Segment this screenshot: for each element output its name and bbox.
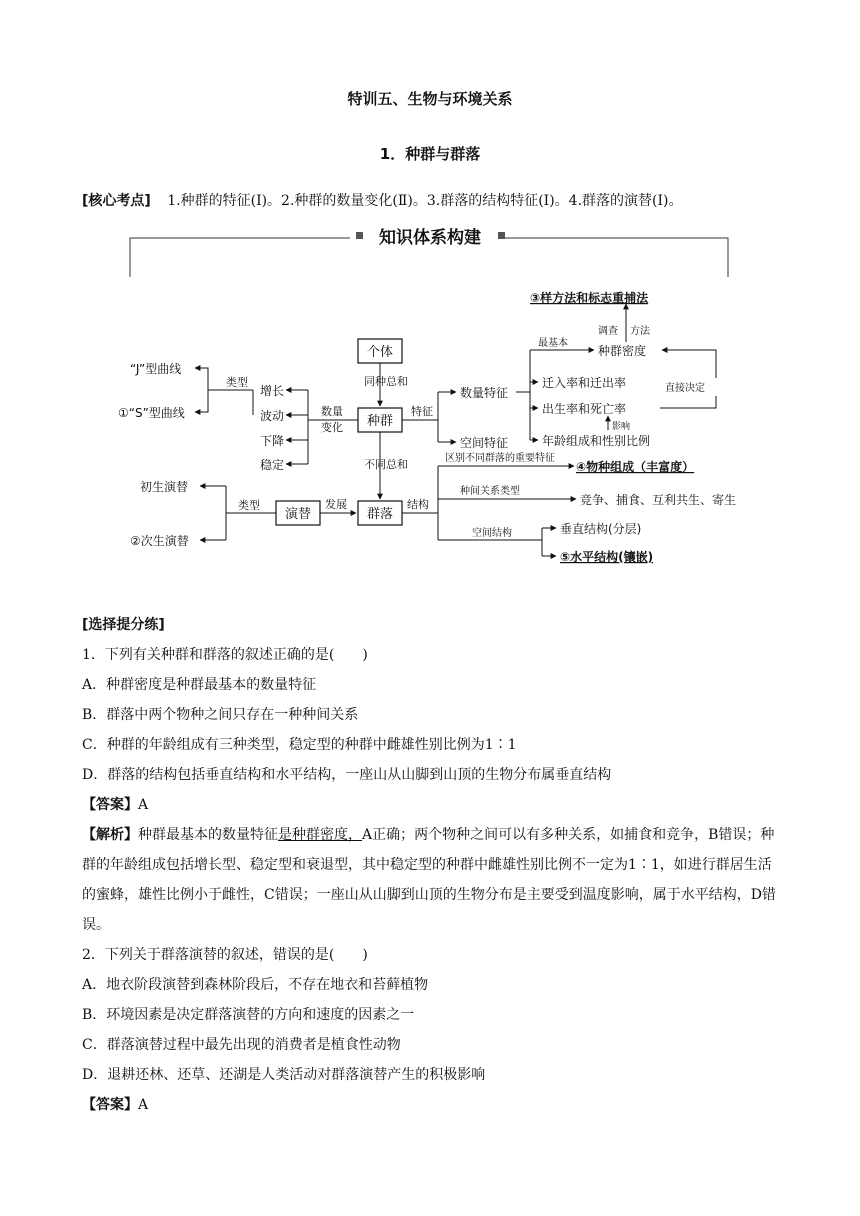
q1-option-d: D．群落的结构包括垂直结构和水平结构，一座山从山脚到山顶的生物分布属垂直结构 — [82, 767, 612, 783]
q2-option-c: C．群落演替过程中最先出现的消费者是植食性动物 — [82, 1037, 401, 1053]
q1-answer-tag: 【答案】 — [82, 797, 138, 813]
diff-species-label: 不同 — [364, 458, 386, 471]
interspecies-label: 种间关系类型 — [460, 486, 520, 497]
q1-answer — [82, 790, 782, 820]
method-small-label: 方法 — [630, 326, 650, 337]
species-comp-label: ④物种组成（丰富度） — [576, 460, 695, 474]
growth-label: 增长 — [260, 384, 285, 398]
q1-explanation-tag: 【解析】 — [82, 827, 138, 843]
knowledge-diagram — [100, 222, 760, 574]
decline-label: 下降 — [260, 434, 285, 448]
page-title: 特训五、生物与环境关系 — [347, 90, 513, 108]
q2-option-a: A．地衣阶段演替到森林阶段后，不存在地衣和苔藓植物 — [82, 977, 429, 993]
j-curve-label: “J”型曲线 — [130, 362, 182, 376]
section-subtitle: 1．种群与群落 — [379, 145, 481, 163]
age-sex-label: 年龄组成和性别比例 — [542, 434, 651, 448]
q1-explanation — [82, 820, 782, 940]
birth-death-label: 出生率和死亡率 — [542, 402, 627, 416]
banner-title: 知识体系构建 — [379, 228, 481, 248]
qty-change-label-1: 数量 — [321, 405, 343, 418]
secondary-succession-label: ②次生演替 — [130, 534, 189, 548]
section-heading: [选择提分练] — [82, 617, 165, 633]
q1-option-a: A．种群密度是种群最基本的数量特征 — [82, 677, 317, 693]
fluctuation-label: 波动 — [260, 409, 285, 423]
s-curve-label: ①“S”型曲线 — [118, 406, 185, 420]
succession-label: 演替 — [284, 507, 312, 522]
q1-explanation-underline: 是种群密度， — [278, 827, 362, 843]
direct-decide-label: 直接决定 — [665, 383, 705, 394]
sum-label-1: 总和 — [386, 375, 408, 388]
space-feature-label: 空间特征 — [460, 436, 509, 450]
exercise-body — [82, 610, 782, 1120]
stable-label: 稳定 — [260, 458, 285, 472]
density-label: 种群密度 — [598, 344, 647, 358]
type-label-2: 类型 — [238, 499, 260, 512]
banner-square-left — [356, 232, 363, 239]
q1-option-b: B．群落中两个物种之间只存在一种种间关系 — [82, 707, 359, 723]
relations-label: 竞争、捕食、互利共生、寄生 — [580, 493, 737, 507]
space-struct-label: 空间结构 — [472, 528, 512, 539]
basic-label: 最基本 — [538, 338, 568, 349]
q2-stem: 2．下列关于群落演替的叙述，错误的是( ) — [82, 947, 368, 963]
banner-frame-left — [130, 238, 350, 277]
influence-label: 影响 — [612, 422, 631, 432]
same-species-label: 同种 — [364, 375, 386, 388]
individual-label: 个体 — [366, 345, 394, 360]
primary-succession-label: 初生演替 — [140, 480, 189, 494]
population-label: 种群 — [366, 414, 394, 429]
banner-frame-right — [500, 238, 728, 277]
migration-label: 迁入率和迁出率 — [542, 376, 627, 390]
q2-answer-value: A — [138, 1097, 149, 1113]
sum-label-2: 总和 — [386, 458, 408, 471]
core-points-text: 1.种群的特征(Ⅰ)。2.种群的数量变化(Ⅱ)。3.群落的结构特征(Ⅰ)。4.群落的演替(Ⅰ)。 — [167, 193, 683, 209]
horizontal-label: ⑤水平结构(镶嵌) — [560, 550, 654, 564]
core-points — [82, 190, 802, 210]
banner-square-right — [498, 232, 505, 239]
structure-label: 结构 — [407, 498, 429, 511]
community-label: 群落 — [366, 507, 394, 522]
q1-explanation-pre: 种群最基本的数量特征 — [138, 827, 278, 843]
q2-answer — [82, 1090, 782, 1120]
develop-label: 发展 — [325, 498, 347, 511]
q1-stem: 1．下列有关种群和群落的叙述正确的是( ) — [82, 647, 368, 663]
important-feature-label: 区别不同群落的重要特征 — [445, 453, 555, 464]
q1-option-c: C．种群的年龄组成有三种类型，稳定型的种群中雌雄性别比例为1∶1 — [82, 737, 517, 753]
q1-answer-value: A — [138, 797, 149, 813]
q2-answer-tag: 【答案】 — [82, 1097, 138, 1113]
q1-explanation-rest: A正确；两个物种之间可以有多种关系，如捕食和竞争，B错误；种群的年龄组成包括增长型、稳定型和衰退型，其中稳定型的种群中雌雄性别比例不一定为1∶1，如进行群居生活的蜜蜂，雄性比例小于雌性，C错误；一座山从山脚到山顶的生物分布是主要受到温度影响，属于水平结构，D错误。 — [82, 827, 776, 933]
method-label: ③样方法和标志重捕法 — [530, 291, 649, 305]
vertical-label: 垂直结构(分层) — [560, 522, 642, 536]
q2-option-b: B．环境因素是决定群落演替的方向和速度的因素之一 — [82, 1007, 415, 1023]
type-label-1: 类型 — [226, 376, 248, 389]
feature-label: 特征 — [411, 405, 433, 418]
survey-label: 调查 — [598, 326, 618, 337]
core-points-label: [核心考点] — [82, 193, 151, 209]
qty-change-label-2: 变化 — [321, 421, 343, 434]
qty-feature-label: 数量特征 — [460, 386, 509, 400]
q2-option-d: D．退耕还林、还草、还湖是人类活动对群落演替产生的积极影响 — [82, 1067, 486, 1083]
